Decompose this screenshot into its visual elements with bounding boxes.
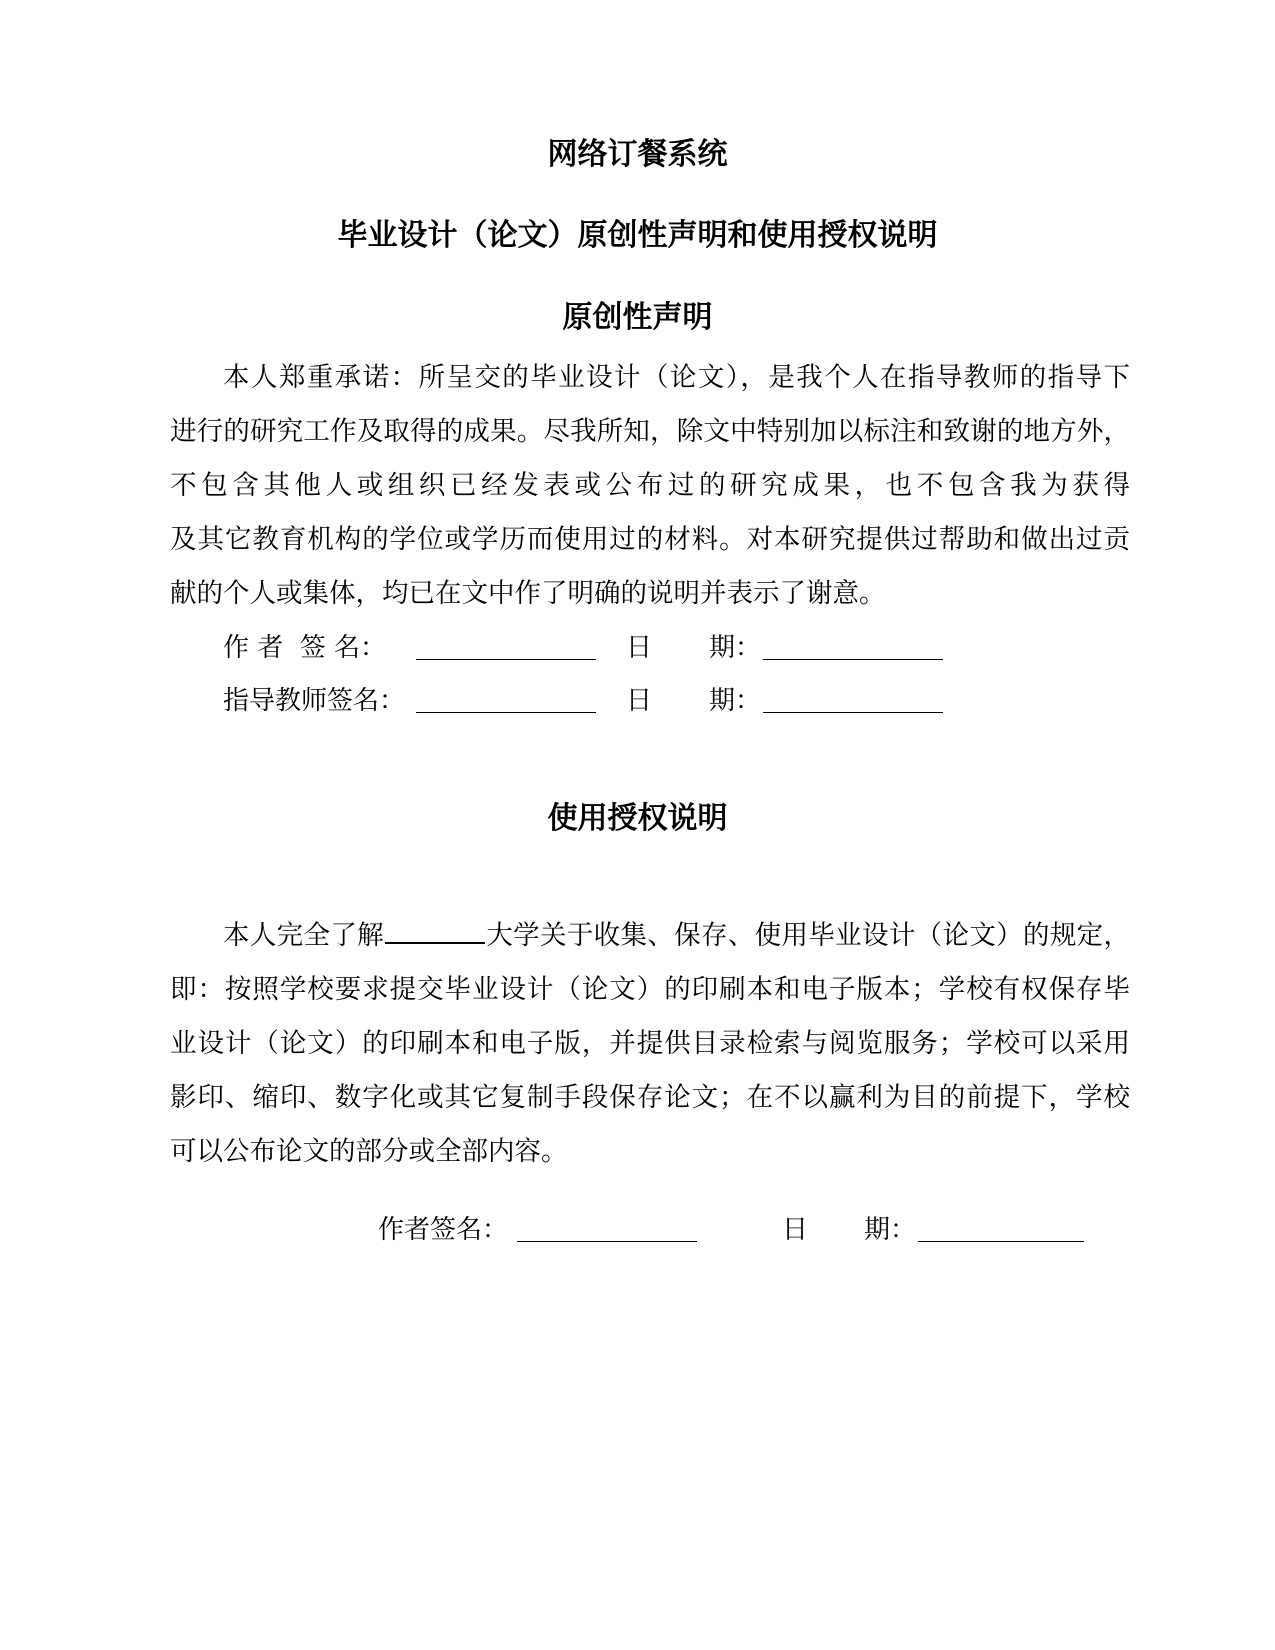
advisor-date-line[interactable]: [763, 712, 943, 713]
document-title: 毕业设计（论文）原创性声明和使用授权说明: [337, 218, 938, 253]
authorization-line-1-end: 大学关于收集、保存、使用毕业设计（论文）的规定，: [486, 920, 1130, 951]
originality-line-3: 不包含其他人或组织已经发表或公布过的研究成果，也不包含我为获得: [170, 470, 1130, 501]
date-label-char-1: 日: [782, 1215, 809, 1245]
originality-line-2: 进行的研究工作及取得的成果。尽我所知，除文中特别加以标注和致谢的地方外，: [170, 416, 1130, 447]
university-name-blank[interactable]: [385, 920, 485, 944]
author-date-line[interactable]: [763, 659, 943, 660]
authorization-line-5: 可以公布论文的部分或全部内容。: [170, 1136, 568, 1167]
authorization-line-2: 即：按照学校要求提交毕业设计（论文）的印刷本和电子版本；学校有权保存毕: [170, 974, 1130, 1005]
date-label-char-1: 日: [626, 686, 653, 716]
authorization-date-line[interactable]: [918, 1241, 1084, 1242]
date-label-char-2: 期：: [864, 1215, 917, 1245]
authorization-signature-line[interactable]: [517, 1241, 697, 1242]
authorization-line-1: [223, 916, 1130, 956]
date-label-char-2: 期：: [709, 686, 762, 716]
originality-line-1: 本人郑重承诺：所呈交的毕业设计（论文），是我个人在指导教师的指导下: [223, 362, 1130, 393]
authorization-line-1-start: 本人完全了解: [223, 920, 384, 951]
authorization-heading: 使用授权说明: [547, 801, 728, 836]
author-signature-line[interactable]: [416, 659, 596, 660]
advisor-signature-line[interactable]: [416, 712, 596, 713]
date-label-char-1: 日: [626, 633, 653, 663]
project-title: 网络订餐系统: [547, 137, 728, 172]
advisor-signature-label: 指导教师签名：: [223, 686, 406, 716]
originality-line-4: 及其它教育机构的学位或学历而使用过的材料。对本研究提供过帮助和做出过贡: [170, 524, 1130, 555]
author-signature-label: 作 者 签 名：: [223, 633, 387, 663]
originality-line-5: 献的个人或集体，均已在文中作了明确的说明并表示了谢意。: [170, 578, 886, 609]
authorization-line-4: 影印、缩印、数字化或其它复制手段保存论文；在不以赢利为目的前提下，学校: [170, 1082, 1130, 1113]
date-label-char-2: 期：: [709, 633, 762, 663]
originality-heading: 原创性声明: [562, 300, 713, 335]
authorization-author-signature-label: 作者签名：: [378, 1215, 509, 1245]
authorization-line-3: 业设计（论文）的印刷本和电子版，并提供目录检索与阅览服务；学校可以采用: [170, 1028, 1130, 1059]
